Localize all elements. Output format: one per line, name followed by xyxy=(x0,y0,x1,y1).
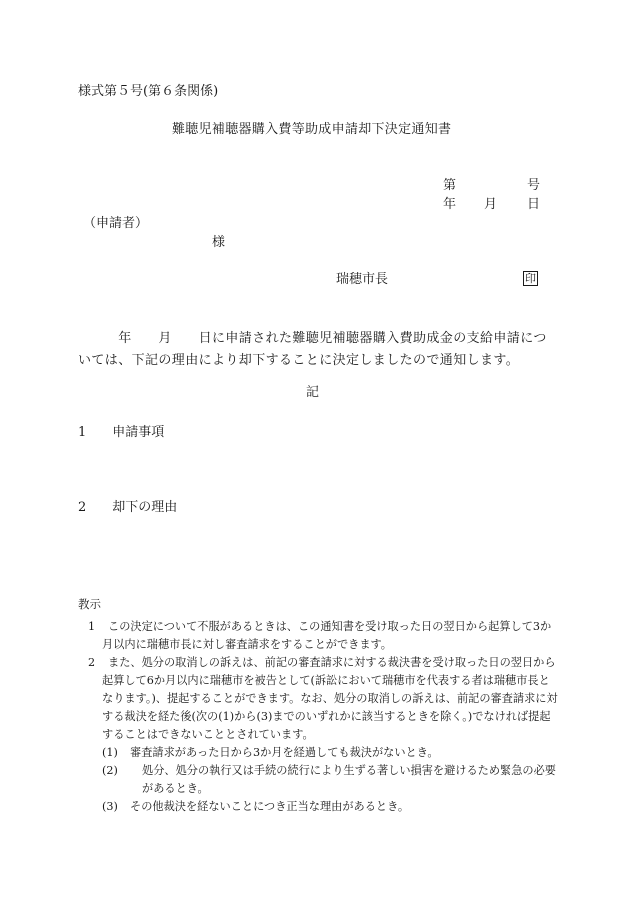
kyoji-subitem-3-number: (3) xyxy=(102,800,118,813)
section-application-items: 1 申請事項 xyxy=(78,425,165,440)
reference-go: 号 xyxy=(527,178,541,193)
ki-heading: 記 xyxy=(306,385,320,400)
honorific-sama: 様 xyxy=(212,235,226,250)
notice-body xyxy=(78,328,558,372)
kyoji-instructions xyxy=(78,596,558,816)
date-month-label: 月 xyxy=(484,197,498,212)
kyoji-subitem-2-text: 処分、処分の執行又は手続の続行により生ずる著しい損害を避けるため緊急の必要があるとき。 xyxy=(142,764,556,795)
document-title: 難聴児補聴器購入費等助成申請却下決定通知書 xyxy=(172,122,452,137)
kyoji-subitem-1 xyxy=(78,744,558,762)
date-year-label: 年 xyxy=(443,197,457,212)
kyoji-subitem-3 xyxy=(78,798,558,816)
date-day-label: 日 xyxy=(527,197,541,212)
notice-body-line-2: いては、下記の理由により却下することに決定しましたので通知します。 xyxy=(78,353,520,368)
kyoji-item-2-number: 2 xyxy=(88,656,96,669)
section-rejection-reason: 2 却下の理由 xyxy=(78,500,178,515)
issuer-mayor: 瑞穂市長 xyxy=(336,272,389,287)
seal-mark: 印 xyxy=(525,272,536,285)
kyoji-subitem-2 xyxy=(78,762,558,798)
kyoji-item-1-text: この決定について不服があるときは、この通知書を受け取った日の翌日から起算して3か月以内に瑞穂市長に対し審査請求をすることができます。 xyxy=(102,620,552,651)
kyoji-subitem-1-number: (1) xyxy=(102,746,118,759)
kyoji-subitem-2-number: (2) xyxy=(102,764,118,777)
kyoji-item-2 xyxy=(88,654,558,744)
kyoji-item-1-number: 1 xyxy=(88,620,96,633)
kyoji-title: 教示 xyxy=(78,597,101,611)
kyoji-item-1 xyxy=(88,618,558,654)
reference-dai: 第 xyxy=(443,178,457,193)
form-number: 様式第５号(第６条関係) xyxy=(78,84,219,99)
notice-body-line-1: 年 月 日に申請された難聴児補聴器購入費助成金の支給申請につ xyxy=(78,331,547,346)
kyoji-item-2-text: また、処分の取消しの訴えは、前記の審査請求に対する裁決書を受け取った日の翌日から起算して6か月以内に瑞穂市を被告として(訴訟において瑞穂市を代表する者は瑞穂市長となります。)、提起することができます。なお、処分の取消しの訴えは、前記の審査請求に対する裁決を経た後(次の(1)から(3)までのいずれかに該当するときを除く。)でなければ提起することはできないこととされています。 xyxy=(102,656,558,741)
kyoji-subitem-3-text: その他裁決を経ないことにつき正当な理由があるとき。 xyxy=(130,800,410,813)
kyoji-subitem-1-text: 審査請求があった日から3か月を経過しても裁決がないとき。 xyxy=(130,746,439,759)
applicant-label: （申請者） xyxy=(83,216,149,231)
